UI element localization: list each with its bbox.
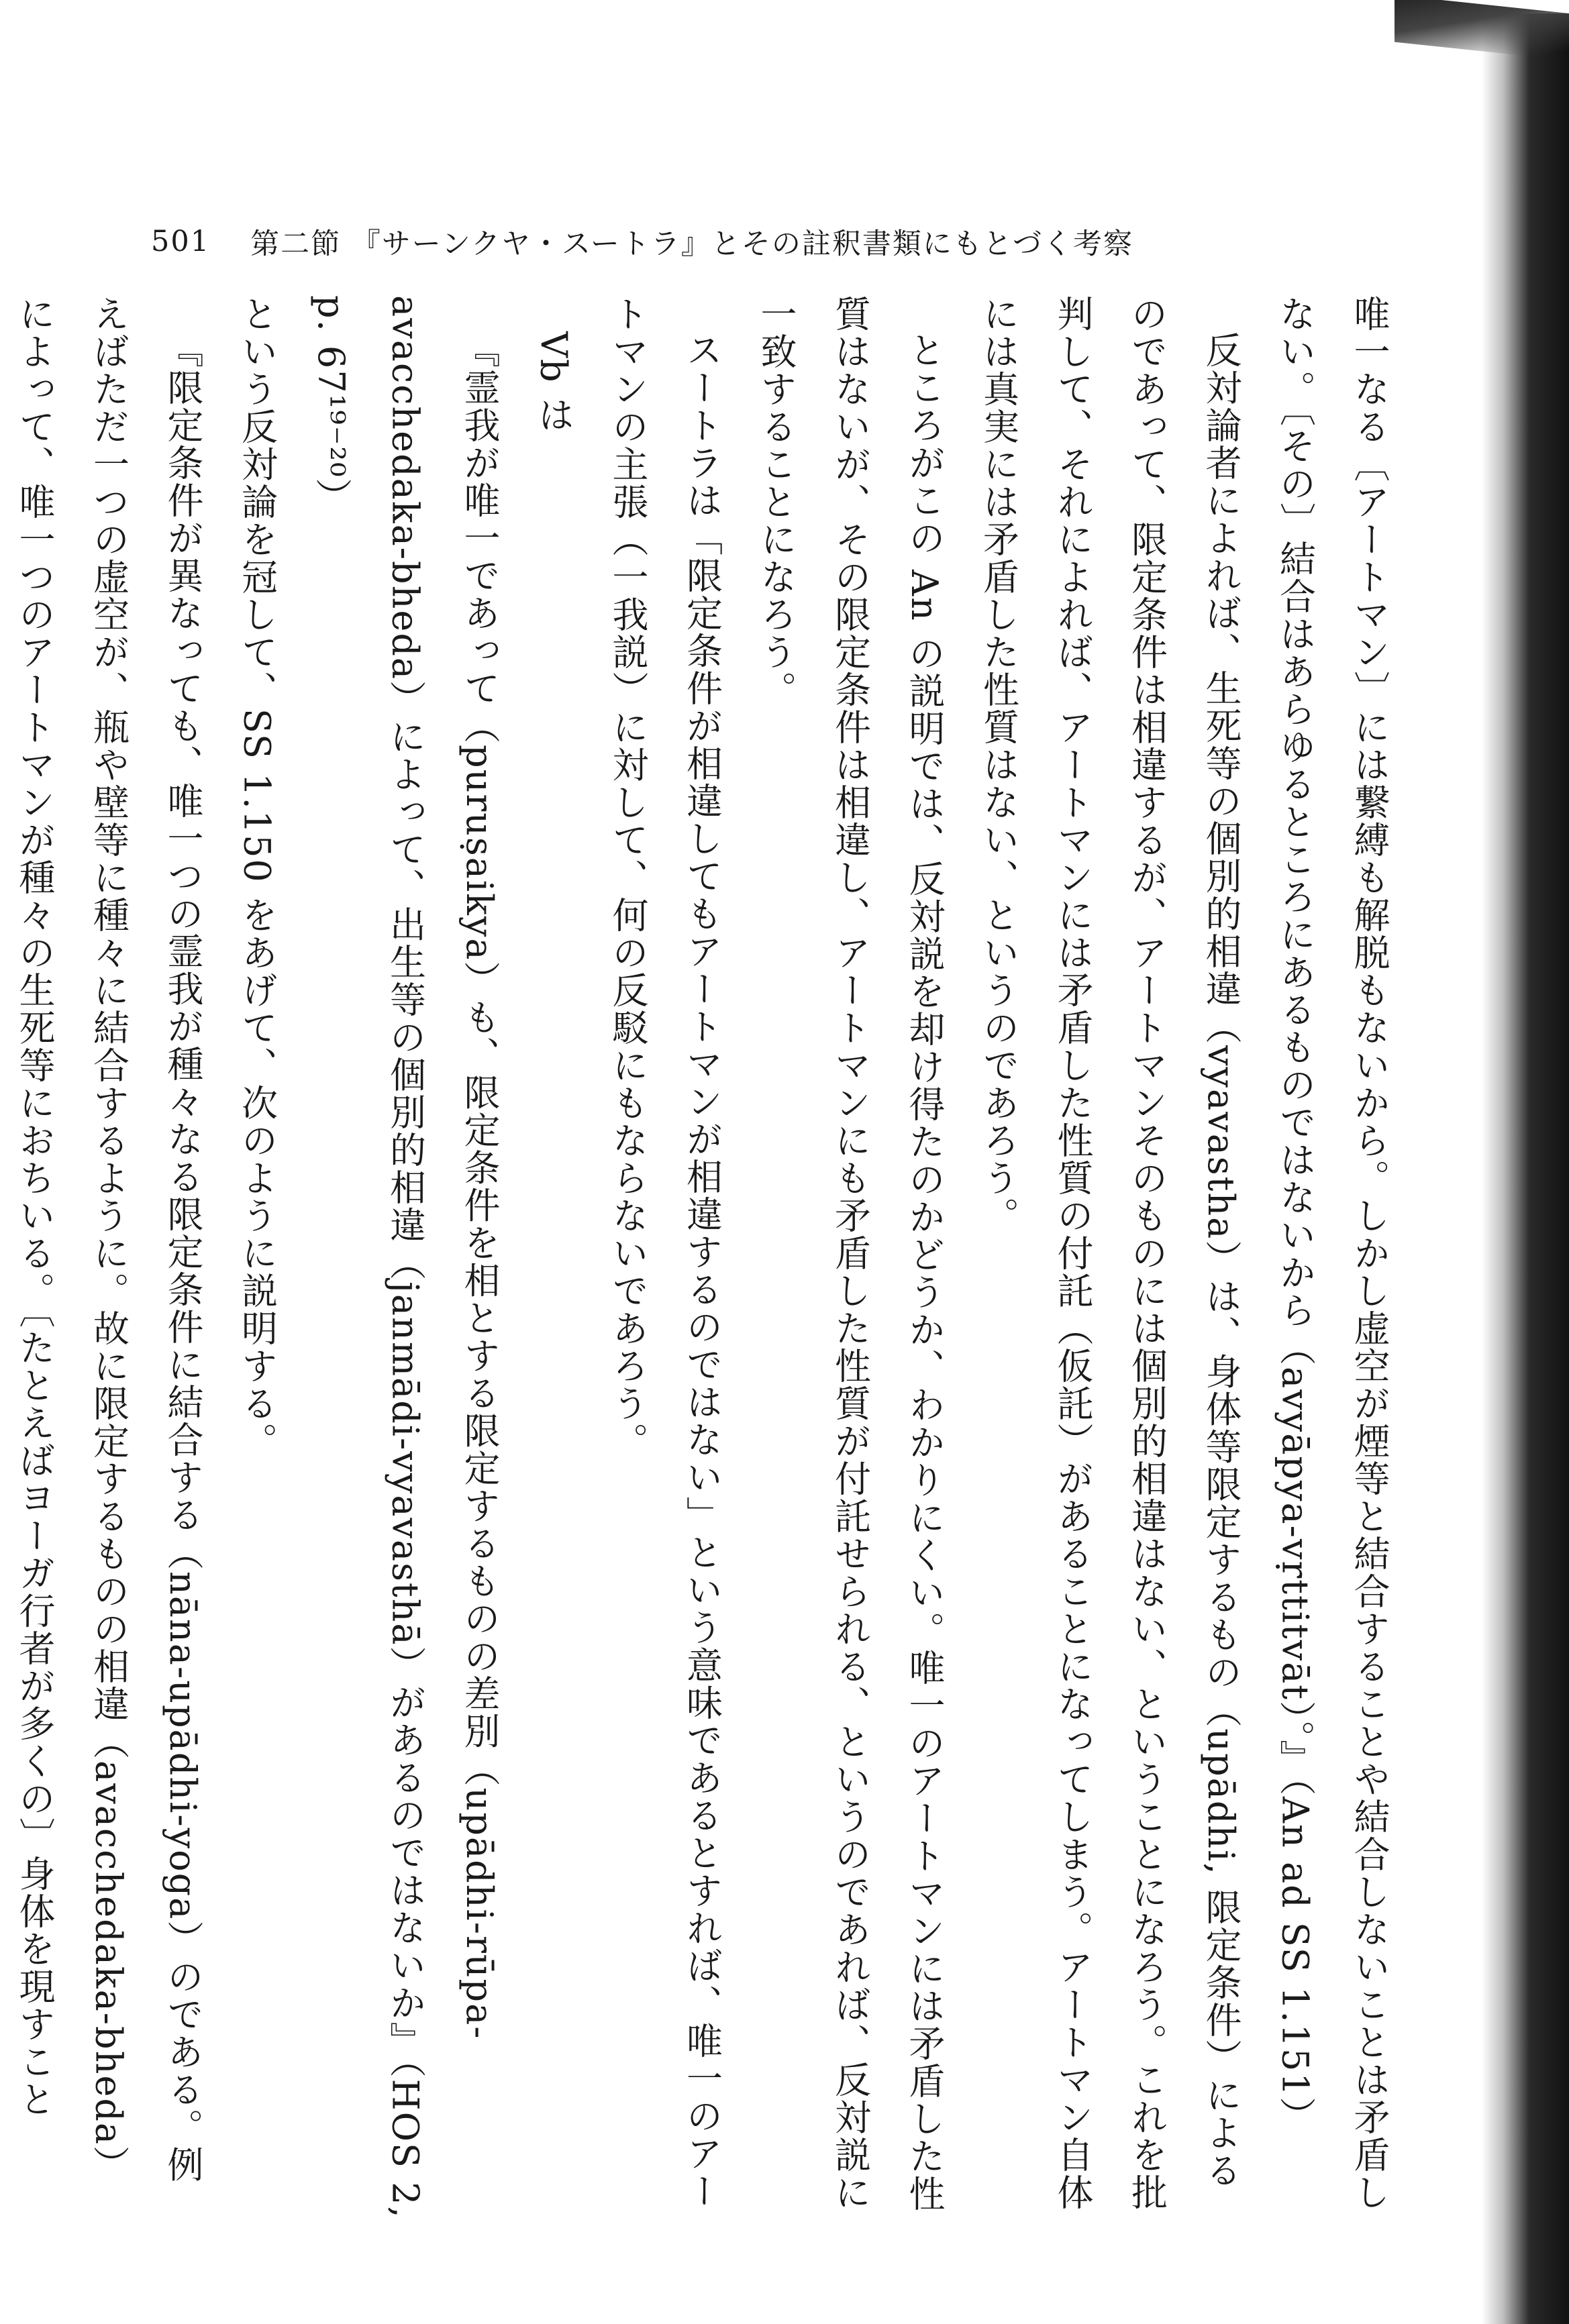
paragraph: ところがこの An の説明では、反対説を却け得たのかどうか、わかりにくい。唯一のアートマンには矛盾した性質はないが、その限定条件は相違し、アートマンにも矛盾した性質が付託せられる、というのであれば、反対説に一致することになろう。 bbox=[755, 295, 946, 2213]
paragraph-quote: 『限定条件が異なっても、唯一つの霊我が種々なる限定条件に結合する（nāna-upādhi-yoga）のである。例えばただ一つの虚空が、瓶や壁等に種々に結合するように。故に限定するものの相違（avacchedaka-bheda）によって、唯一つのアートマンが種々の生死等におちいる。〔たとえばヨーガ行者が多くの〕身体を現すこと bbox=[13, 295, 204, 2184]
running-title: 第二節 『サーンクヤ・スートラ』とその註釈書類にもとづく考察 bbox=[250, 227, 1134, 261]
running-header bbox=[151, 218, 1368, 265]
paragraph: スートラは「限定条件が相違してもアートマンが相違するのではない」という意味であるとすれば、唯一のアートマンの主張（一我説）に対して、何の反駁にもならないであろう。 bbox=[607, 295, 723, 2210]
paragraph: 反対論者によれば、生死等の個別的相違（vyavastha）は、身体等限定するもの（upādhi, 限定条件）によるのであって、限定条件は相違するが、アートマンそのものには個別的相違はない、ということになろう。これを批判して、それによれば、アートマンには矛盾した性質の付託（仮託）があることになってしまう。アートマン自体には真実には矛盾した性質はない、というのであろう。 bbox=[977, 295, 1242, 2211]
scan-shadow-edge bbox=[1482, 13, 1569, 2324]
page-number: 501 bbox=[151, 225, 211, 258]
vertical-text-body bbox=[13, 295, 1406, 2221]
paragraph-label: Vb は bbox=[532, 331, 575, 434]
paragraph-quote-end: 唯一なる〔アートマン〕には繋縛も解脱もないから。しかし虚空が煙等と結合することや結合しないことは矛盾しない。〔その〕結合はあらゆるところにあるものではないから（avyāpya-vṛttitvāt）。』（An ad SS 1.151） bbox=[1274, 295, 1390, 2211]
paragraph-quote: 『霊我が唯一であって（puruṣaikya）も、限定条件を相とする限定するものの差別（upādhi-rūpa-avacchedaka-bheda）によって、出生等の個別的相違（janmādi-vyavasthā）があるのではないか』（HOS 2, p. 67¹⁹⁻²⁰） bbox=[310, 295, 501, 2219]
paragraph: という反対論を冠して、SS 1.150 をあげて、次のように説明する。 bbox=[236, 295, 279, 1460]
